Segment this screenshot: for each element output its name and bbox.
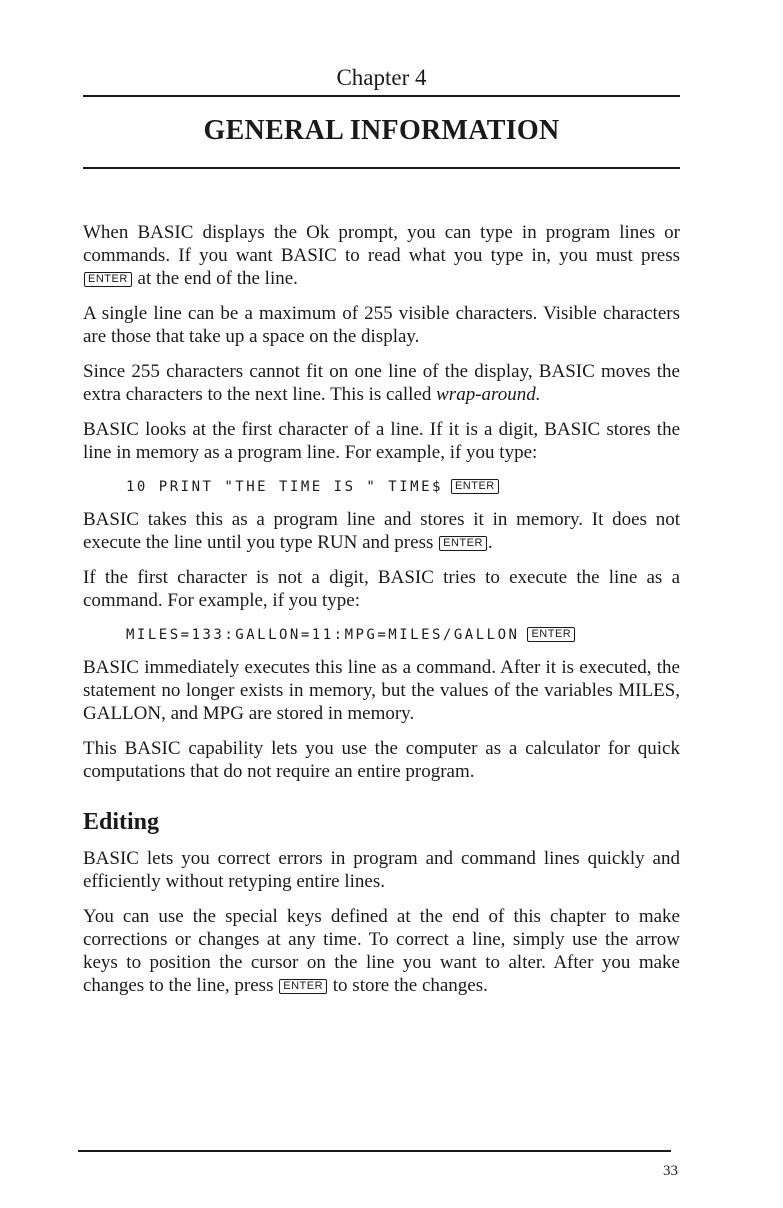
chapter-label: Chapter 4	[336, 65, 427, 90]
code-example: 10 PRINT "THE TIME IS " TIME$ ENTER	[126, 476, 680, 498]
paragraph: BASIC lets you correct errors in program and command lines quickly and efficiently without retyping entire lines.	[83, 848, 680, 892]
top-rule	[83, 95, 680, 97]
title-rule	[83, 167, 680, 169]
paragraph: BASIC looks at the first character of a line. If it is a digit, BASIC stores the line in memory as a program line. For example, if you type:	[83, 419, 680, 463]
paragraph: This BASIC capability lets you use the computer as a calculator for quick computations that do not require an entire program.	[83, 738, 680, 782]
paragraph: A single line can be a maximum of 255 visible characters. Visible characters are those that take up a space on the display.	[83, 303, 680, 347]
section-heading: Editing	[83, 809, 160, 835]
body-text	[83, 221, 680, 1009]
footer-rule	[78, 1150, 671, 1152]
enter-key-icon: ENTER	[439, 536, 487, 551]
paragraph: When BASIC displays the Ok prompt, you can type in program lines or commands. If you want BASIC to read what you type in, you must press ENTER at the end of the line.	[83, 222, 680, 289]
enter-key-icon: ENTER	[279, 979, 327, 994]
enter-key-icon: ENTER	[451, 479, 499, 494]
paragraph: If the first character is not a digit, BASIC tries to execute the line as a command. For example, if you type:	[83, 567, 680, 611]
paragraph: You can use the special keys defined at the end of this chapter to make corrections or changes at any time. To correct a line, simply use the arrow keys to position the cursor on the line you want to alter. After you make changes to the line, press ENTER to store the changes.	[83, 906, 680, 996]
enter-key-icon: ENTER	[527, 627, 575, 642]
paragraph: BASIC immediately executes this line as a command. After it is executed, the statement no longer exists in memory, but the values of the variables MILES, GALLON, and MPG are stored in memory.	[83, 657, 680, 724]
code-example: MILES=133:GALLON=11:MPG=MILES/GALLON ENTER	[126, 624, 680, 646]
wraparound-term: wrap-around.	[436, 384, 541, 405]
page-title: GENERAL INFORMATION	[203, 115, 560, 146]
page-number: 33	[663, 1163, 678, 1179]
paragraph: Since 255 characters cannot fit on one line of the display, BASIC moves the extra characters to the next line. This is called wrap-around.	[83, 361, 680, 405]
paragraph: BASIC takes this as a program line and stores it in memory. It does not execute the line until you type RUN and press ENTER .	[83, 509, 680, 553]
enter-key-icon: ENTER	[84, 272, 132, 287]
